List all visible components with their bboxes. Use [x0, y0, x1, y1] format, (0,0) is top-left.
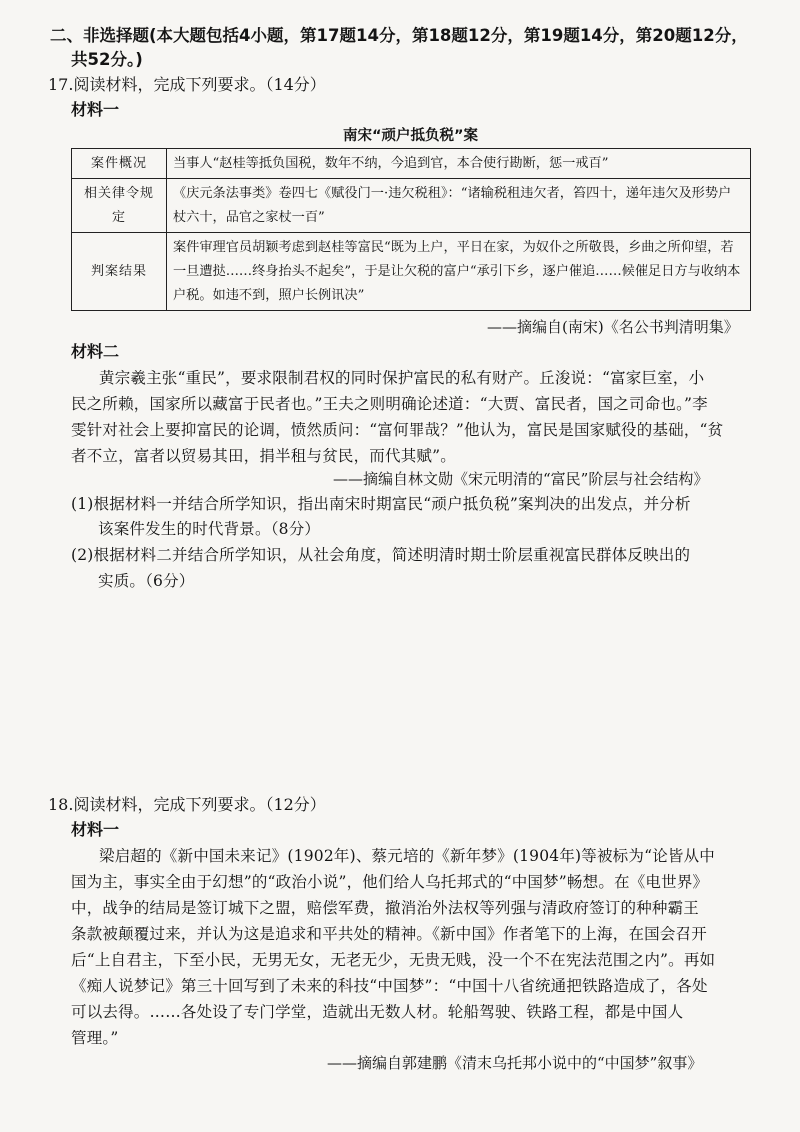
- q17-material2-line: 黄宗羲主张“重民”，要求限制君权的同时保护富民的私有财产。丘浚说：“富家巨室，小: [99, 369, 705, 387]
- question-18-stem: 18.阅读材料，完成下列要求。（12分）: [48, 795, 326, 814]
- q18-material1-line: 管理。”: [71, 1029, 119, 1047]
- q17-material2-line: 民之所赖，国家所以藏富于民者也。”王夫之则明确论述道：“大贾、富民者，国之司命也。”李: [71, 395, 708, 413]
- q17-subquestion-1: (1)根据材料一并结合所学知识，指出南宋时期富民“顽户抵负税”案判决的出发点，并分析: [71, 495, 691, 513]
- q17-material1-label: 材料一: [71, 100, 120, 119]
- table-key-cell: 案件概况: [72, 149, 167, 179]
- table-key-cell: 相关律令规定: [72, 179, 167, 233]
- table-value-cell: 《庆元条法事类》卷四七《赋役门一·违欠税租》：“诸输税租违欠者，笞四十，递年违欠及形势户杖六十，品官之家杖一百”: [167, 179, 751, 233]
- q17-source2: ——摘编自林文勋《宋元明清的“富民”阶层与社会结构》: [333, 470, 709, 488]
- q17-subquestion-2-cont: 实质。（6分）: [98, 572, 195, 590]
- q18-material1-line: 国为主，事实全由于幻想”的“政治小说”，他们给人乌托邦式的“中国梦”畅想。在《电世界》: [71, 873, 709, 891]
- section-title-cont: 共52分。): [71, 50, 143, 69]
- table-row: [72, 149, 751, 179]
- table-value-cell: 当事人“赵桂等抵负国税，数年不纳，今追到官，本合使行勘断，惩一戒百”: [167, 149, 751, 179]
- q17-material2-label: 材料二: [71, 342, 120, 361]
- q17-source1: ——摘编自(南宋)《名公书判清明集》: [487, 318, 739, 336]
- q18-material1-line: 条款被颠覆过来，并认为这是追求和平共处的精神。《新中国》作者笔下的上海，在国会召开: [71, 925, 707, 943]
- q18-material1-label: 材料一: [71, 820, 120, 839]
- q17-table-title: 南宋“顽户抵负税”案: [343, 128, 479, 144]
- q18-material1-line: 后“上自君主，下至小民，无男无女，无老无少，无贵无贱，没一个不在宪法范围之内”。再如: [71, 951, 716, 969]
- q17-subquestion-2: (2)根据材料二并结合所学知识，从社会角度，简述明清时期士阶层重视富民群体反映出的: [71, 546, 691, 564]
- q18-material1-line: 《痴人说梦记》第三十回写到了未来的科技“中国梦”：“中国十八省统通把铁路造成了，各处: [71, 977, 708, 995]
- q18-material1-line: 中，战争的结局是签订城下之盟，赔偿军费，撤消治外法权等列强与清政府签订的种种霸王: [71, 899, 700, 917]
- q17-material2-line: 雯针对社会上要抑富民的论调，愤然质问：“富何罪哉？”他认为，富民是国家赋役的基础，“贫: [71, 421, 724, 439]
- table-value-cell: 案件审理官员胡颖考虑到赵桂等富民“既为上户，平日在家，为奴仆之所敬畏，乡曲之所仰望，若一旦遭挞……终身抬头不起矣”，于是让欠税的富户“承引下乡，逐户催追……候催足日方与收纳本户税。如违不到，照户长例讯决”: [167, 233, 751, 311]
- q18-material1-line: 可以去得。……各处设了专门学堂，造就出无数人材。轮船驾驶、铁路工程，都是中国人: [71, 1003, 684, 1021]
- q18-source: ——摘编自郭建鹏《清末乌托邦小说中的“中国梦”叙事》: [327, 1054, 703, 1072]
- q17-subquestion-1-cont: 该案件发生的时代背景。（8分）: [98, 520, 321, 538]
- table-row: [72, 179, 751, 233]
- table-row: [72, 233, 751, 311]
- q18-material1-line: 梁启超的《新中国未来记》(1902年)、蔡元培的《新年梦》(1904年)等被标为“论皆从中: [99, 847, 716, 865]
- section-title: 二、非选择题(本大题包括4小题，第17题14分，第18题12分，第19题14分，第20题12分，: [50, 26, 748, 45]
- question-17-stem: 17.阅读材料，完成下列要求。（14分）: [48, 75, 326, 94]
- table-key-cell: 判案结果: [72, 233, 167, 311]
- case-table: [71, 148, 751, 311]
- q17-material2-line: 者不立，富者以贸易其田，捐半租与贫民，而代其赋”。: [71, 447, 456, 465]
